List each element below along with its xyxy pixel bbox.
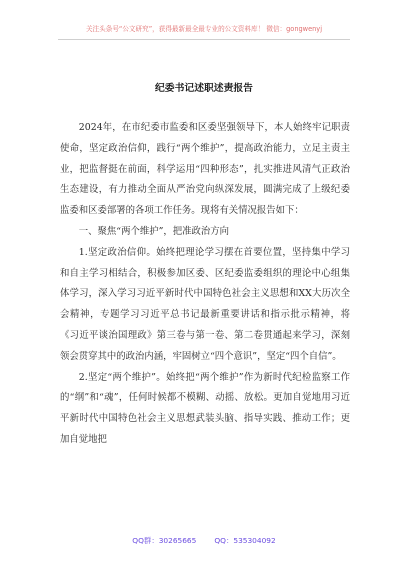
footer-contact (0, 535, 408, 546)
body-paragraph-2: 2.坚定“两个维护”。始终把“两个维护”作为新时代纪检监察工作的“纲”和“魂”，任何时候都不模糊、动摇、放松。更加自觉地用习近平新时代中国特色社会主义思想武装头脑、指导实践、推动工作；更加自觉地把 (60, 371, 350, 445)
header-divider (58, 39, 350, 40)
body-paragraph-intro: 2024年，在市纪委市监委和区委坚强领导下，本人始终牢记职责使命，坚定政治信仰，践行“两个维护”，提高政治能力，立足主责主业，把监督挺在前面，科学运用“四种形态”，扎实推进风清气正政治生态建设，有力推动全面从严治党向纵深发展，圆满完成了上级纪委监委和区委部署的各项工作任务。现将有关情况报告如下： (60, 122, 350, 217)
footer-qq-number: QQ：535304092 (214, 536, 276, 545)
document-title: 纪委书记述职述责报告 (155, 83, 253, 94)
header-notice: 关注头条号“公文研究”，获得最新最全最专业的公文资料库！ 微信：gongwenyj (85, 25, 323, 33)
footer-qq-group: QQ群：30265665 (132, 536, 197, 545)
section-heading-1: 一、聚焦“两个维护”，把准政治方向 (78, 225, 230, 237)
body-paragraph-1: 1.坚定政治信仰。始终把理论学习摆在首要位置，坚持集中学习和自主学习相结合，积极参加区委、区纪委监委组织的理论中心组集体学习，深入学习习近平新时代中国特色社会主义思想和XX大历次全会精神，专题学习习近平总书记最新重要讲话和指示批示精神，将《习近平谈治国理政》第三卷与第一卷、第二卷贯通起来学习，深刻领会贯穿其中的政治内涵，牢固树立“四个意识”，坚定“四个自信”。 (60, 246, 350, 362)
document-body (60, 118, 350, 451)
